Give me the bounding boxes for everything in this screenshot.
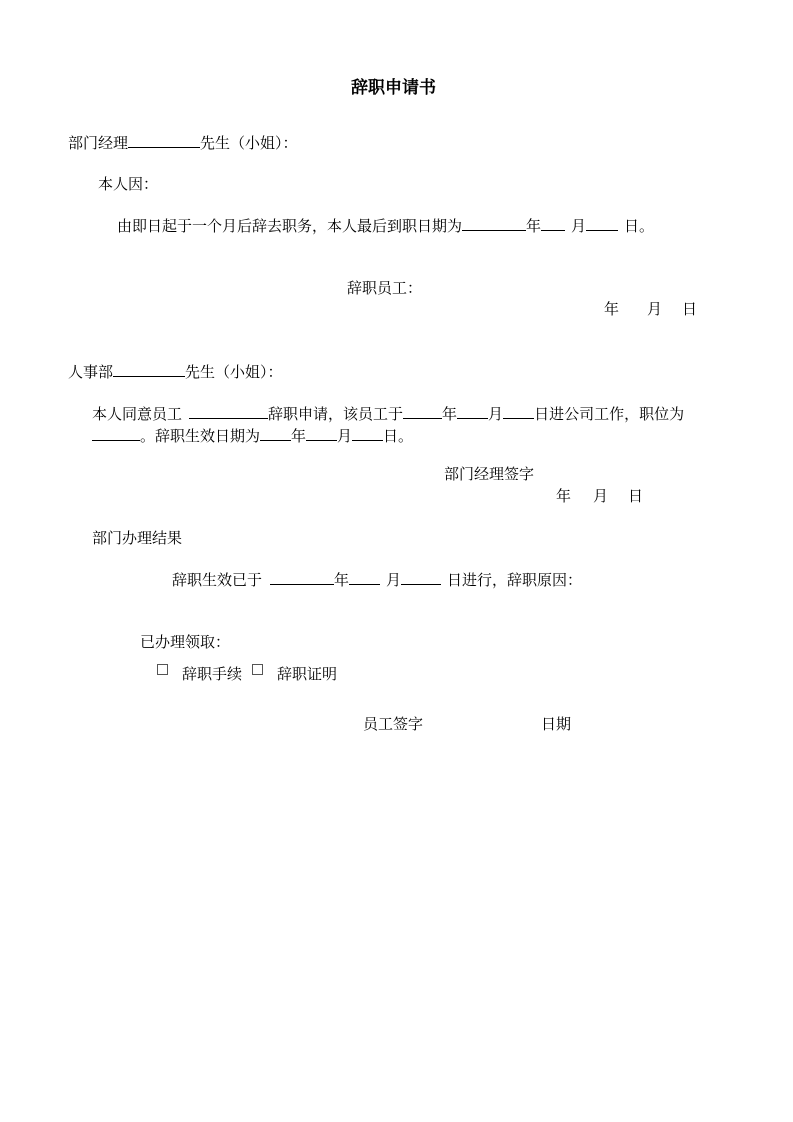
sig1-day: 日 (682, 300, 698, 318)
salutation-manager-suffix: 先生（小姐）： (200, 134, 298, 152)
result-year-unit: 年 (334, 571, 350, 589)
last-day-month-unit: 月 (571, 217, 587, 235)
last-day-day-unit: 日。 (624, 217, 655, 235)
result-month-unit: 月 (386, 571, 402, 589)
position-blank[interactable] (92, 425, 140, 441)
hr-name-blank[interactable] (113, 361, 185, 377)
salutation-hr-suffix: 先生（小姐）： (185, 363, 283, 381)
resignation-certificate-checkbox[interactable] (252, 664, 263, 675)
signature-date-1 (604, 299, 697, 319)
signature-date-2 (556, 486, 643, 506)
join-month-unit: 月 (488, 405, 504, 423)
approval-line-1 (92, 403, 684, 424)
join-month-blank[interactable] (457, 403, 488, 419)
last-day-month-blank[interactable] (541, 215, 565, 231)
salutation-manager-prefix: 部门经理 (68, 134, 129, 152)
approval-text-b: 辞职申请，该员工于 (268, 405, 404, 423)
sig1-month: 月 (647, 300, 663, 318)
sig2-day: 日 (628, 487, 644, 505)
dept-result-heading: 部门办理结果 (92, 529, 183, 547)
join-year-unit: 年 (442, 405, 458, 423)
manager-name-blank[interactable] (128, 132, 200, 148)
last-day-year-unit: 年 (526, 217, 542, 235)
received-label: 已办理领取： (140, 633, 231, 651)
effective-year-unit: 年 (291, 427, 307, 445)
employee-name-blank[interactable] (189, 403, 268, 419)
effective-month-blank[interactable] (306, 425, 337, 441)
result-year-blank[interactable] (270, 569, 334, 585)
sig1-year: 年 (604, 300, 620, 318)
salutation-hr-prefix: 人事部 (68, 363, 114, 381)
effective-month-unit: 月 (337, 427, 353, 445)
effective-result-prefix: 辞职生效已于 (172, 571, 263, 589)
sig2-month: 月 (593, 487, 609, 505)
result-month-blank[interactable] (349, 569, 380, 585)
reason-label: 本人因： (98, 175, 159, 193)
received-items (157, 664, 337, 684)
resignation-statement (117, 215, 654, 236)
resignation-certificate-label: 辞职证明 (277, 665, 338, 683)
manager-signature-label: 部门经理签字 (444, 465, 535, 483)
salutation-manager (68, 132, 298, 153)
effective-day-unit: 日。 (383, 427, 414, 445)
join-day-blank[interactable] (503, 403, 534, 419)
approval-text-c: 日进公司工作，职位为 (534, 405, 685, 423)
employee-signature-label: 员工签字 (363, 715, 424, 733)
resignation-statement-text: 由即日起于一个月后辞去职务，本人最后到职日期为 (117, 217, 463, 235)
salutation-hr (68, 361, 283, 382)
effective-result-suffix: 日进行，辞职原因： (447, 571, 583, 589)
resignation-procedure-checkbox[interactable] (157, 664, 168, 675)
effective-result-line (172, 569, 582, 590)
approval-text-a: 本人同意员工 (92, 405, 183, 423)
effective-year-blank[interactable] (260, 425, 291, 441)
result-day-blank[interactable] (401, 569, 441, 585)
resignation-procedure-label: 辞职手续 (182, 665, 243, 683)
effective-day-blank[interactable] (352, 425, 383, 441)
last-day-year-blank[interactable] (462, 215, 526, 231)
join-year-blank[interactable] (403, 403, 442, 419)
page-title: 辞职申请书 (351, 78, 436, 98)
approval-line-2 (92, 425, 413, 446)
date-label: 日期 (541, 715, 572, 733)
last-day-day-blank[interactable] (586, 215, 618, 231)
effective-date-text: 。辞职生效日期为 (140, 427, 261, 445)
sig2-year: 年 (556, 487, 572, 505)
resigning-employee-label: 辞职员工： (347, 279, 423, 297)
